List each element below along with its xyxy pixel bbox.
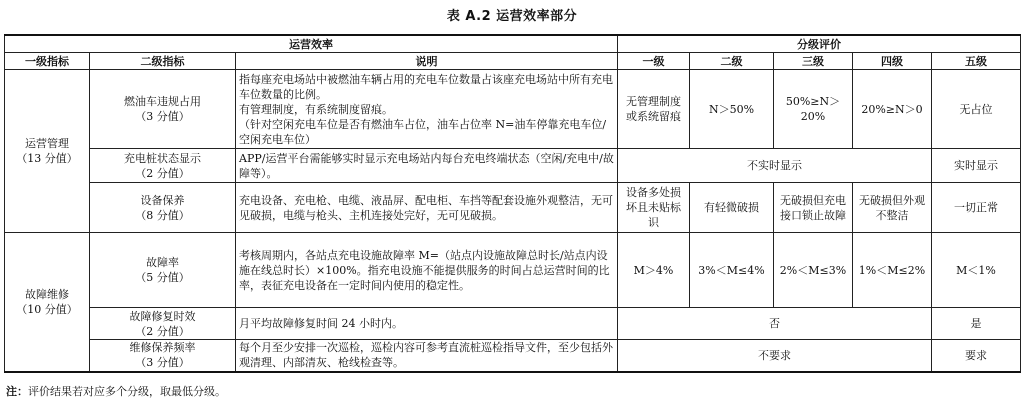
table-row — [5, 70, 1021, 149]
grade-cell: 一切正常 — [932, 183, 1021, 233]
desc-cell: 充电设备、充电枪、电缆、液晶屏、配电柜、车挡等配套设施外观整洁，无可见破损，电缆与枪头、主机连接处完好，无可见破损。 — [236, 183, 618, 233]
note-text: 评价结果若对应多个分级，取最低分级。 — [28, 385, 226, 398]
level2-cell: 燃油车违规占用 （3 分值） — [90, 70, 236, 149]
table-row — [5, 308, 1021, 340]
level2-cell: 故障率 （5 分值） — [90, 233, 236, 308]
grade-cell: 20%≥N＞0 — [853, 70, 932, 149]
level2-cell: 维修保养频率 （3 分值） — [90, 340, 236, 372]
efficiency-table — [4, 34, 1021, 373]
level2-cell: 充电桩状态显示 （2 分值） — [90, 149, 236, 183]
grade-cell: 是 — [932, 308, 1021, 340]
level1-cell: 运营管理 （13 分值） — [5, 70, 90, 233]
grade-cell: 3%＜M≤4% — [690, 233, 774, 308]
grade-cell: 设备多处损坏且未贴标识 — [618, 183, 690, 233]
note-label: 注： — [6, 385, 28, 398]
grade-cell: 无破损但外观不整洁 — [853, 183, 932, 233]
grade-cell: 2%＜M≤3% — [774, 233, 853, 308]
table-row — [5, 183, 1021, 233]
header-row-group — [5, 35, 1021, 53]
grade-cell: 无管理制度或系统留痕 — [618, 70, 690, 149]
grade-cell: N＞50% — [690, 70, 774, 149]
col-header-level1: 一级指标 — [5, 53, 90, 70]
col-header-grade3: 三级 — [774, 53, 853, 70]
col-header-desc: 说明 — [236, 53, 618, 70]
col-header-grade5: 五级 — [932, 53, 1021, 70]
grade-cell: 50%≥N＞20% — [774, 70, 853, 149]
group-header-efficiency: 运营效率 — [5, 35, 618, 53]
grade-cell: 无占位 — [932, 70, 1021, 149]
table-row — [5, 149, 1021, 183]
table-title: 表 A.2 运营效率部分 — [446, 9, 578, 24]
col-header-grade4: 四级 — [853, 53, 932, 70]
grade-cell: M＜1% — [932, 233, 1021, 308]
desc-cell: APP/运营平台需能够实时显示充电场站内每台充电终端状态（空闲/充电中/故障等）。 — [236, 149, 618, 183]
grade-merged-cell: 不要求 — [618, 340, 932, 372]
col-header-grade1: 一级 — [618, 53, 690, 70]
grade-merged-cell: 否 — [618, 308, 932, 340]
grade-cell: 有轻微破损 — [690, 183, 774, 233]
header-row-columns — [5, 53, 1021, 70]
grade-merged-cell: 不实时显示 — [618, 149, 932, 183]
grade-cell: 无破损但充电接口锁止故障 — [774, 183, 853, 233]
table-row — [5, 340, 1021, 372]
level2-cell: 故障修复时效 （2 分值） — [90, 308, 236, 340]
level1-cell: 故障维修 （10 分值） — [5, 233, 90, 372]
grade-cell: 实时显示 — [932, 149, 1021, 183]
grade-cell: 要求 — [932, 340, 1021, 372]
desc-cell: 月平均故障修复时间 24 小时内。 — [236, 308, 618, 340]
grade-cell: 1%＜M≤2% — [853, 233, 932, 308]
group-header-grading: 分级评价 — [618, 35, 1021, 53]
desc-cell: 每个月至少安排一次巡检，巡检内容可参考直流桩巡检指导文件，至少包括外观清理、内部清灰、枪线检查等。 — [236, 340, 618, 372]
desc-cell: 指每座充电场站中被燃油车辆占用的充电车位数量占该座充电场站中所有充电车位数量的比例。 有管理制度，有系统制度留痕。 （针对空闲充电车位是否有燃油车占位，油车占位率 N=油车停靠充电车位/空闲充电车位） — [236, 70, 618, 149]
grade-cell: M＞4% — [618, 233, 690, 308]
col-header-level2: 二级指标 — [90, 53, 236, 70]
col-header-grade2: 二级 — [690, 53, 774, 70]
desc-cell: 考核周期内，各站点充电设施故障率 M=（站点内设施故障总时长/站点内设施在线总时长）×100%。指充电设施不能提供服务的时间占总运营时间的比率，表征充电设备在一定时间内使用的稳定性。 — [236, 233, 618, 308]
level2-cell: 设备保养 （8 分值） — [90, 183, 236, 233]
table-footnote — [6, 383, 226, 399]
table-row — [5, 233, 1021, 308]
